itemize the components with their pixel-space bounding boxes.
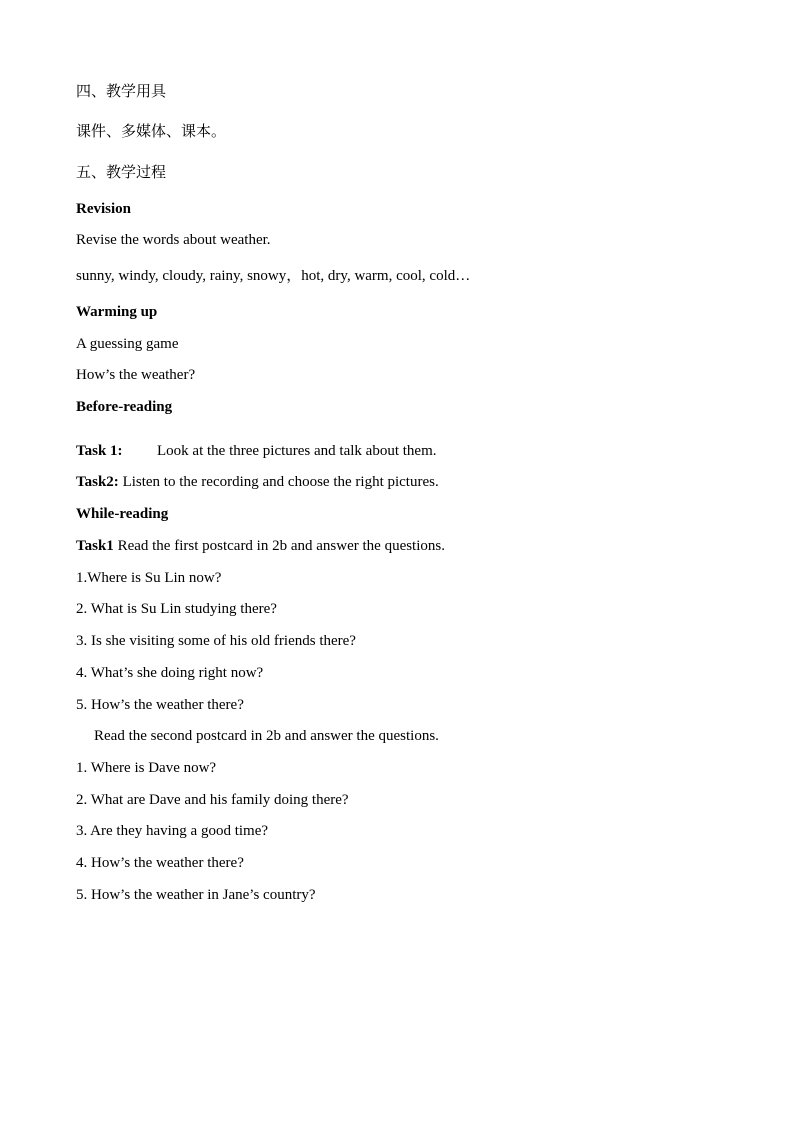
while-reading-task1-label: Task1 [76, 538, 114, 554]
question-list-item: 4. What’s she doing right now? [76, 665, 264, 681]
question-list-item: 1. Where is Dave now? [76, 760, 217, 776]
revision-heading: Revision [76, 201, 132, 217]
before-reading-task2 [76, 473, 439, 491]
section4-text: 课件、多媒体、课本。 [76, 122, 227, 140]
question-list-item: 5. How’s the weather in Jane’s country? [76, 887, 316, 903]
warming-up-line-2: How’s the weather? [76, 367, 196, 383]
while-reading-task1-text: Read the first postcard in 2b and answer the questions. [117, 538, 445, 554]
while-reading-task1 [76, 537, 445, 555]
before-reading-task2-label: Task2: [76, 474, 119, 490]
before-reading-heading: Before-reading [76, 399, 173, 415]
warming-up-heading: Warming up [76, 304, 158, 320]
question-list-item: 2. What are Dave and his family doing there? [76, 792, 349, 808]
section4-heading: 四、教学用具 [76, 82, 167, 100]
question-list-item: 3. Is she visiting some of his old friends there? [76, 633, 356, 649]
revision-words: sunny, windy, cloudy, rainy, snowy，hot, dry, warm, cool, cold… [76, 268, 471, 284]
before-reading-task1-text: Look at the three pictures and talk about them. [157, 443, 437, 459]
question-list-item: 3. Are they having a good time? [76, 823, 269, 839]
question-list-item: 2. What is Su Lin studying there? [76, 601, 277, 617]
question-list-item: 4. How’s the weather there? [76, 855, 244, 871]
while-reading-heading: While-reading [76, 506, 169, 522]
before-reading-task1-label: Task 1: [76, 443, 123, 459]
question-list-item: 1.Where is Su Lin now? [76, 570, 222, 586]
revision-intro: Revise the words about weather. [76, 232, 271, 248]
question-list-item: 5. How’s the weather there? [76, 697, 244, 713]
before-reading-task2-text: Listen to the recording and choose the right pictures. [122, 474, 439, 490]
before-reading-task1 [76, 442, 437, 460]
second-postcard-instruction: Read the second postcard in 2b and answer the questions. [94, 728, 439, 744]
warming-up-line-1: A guessing game [76, 336, 179, 352]
section5-heading: 五、教学过程 [76, 163, 167, 181]
